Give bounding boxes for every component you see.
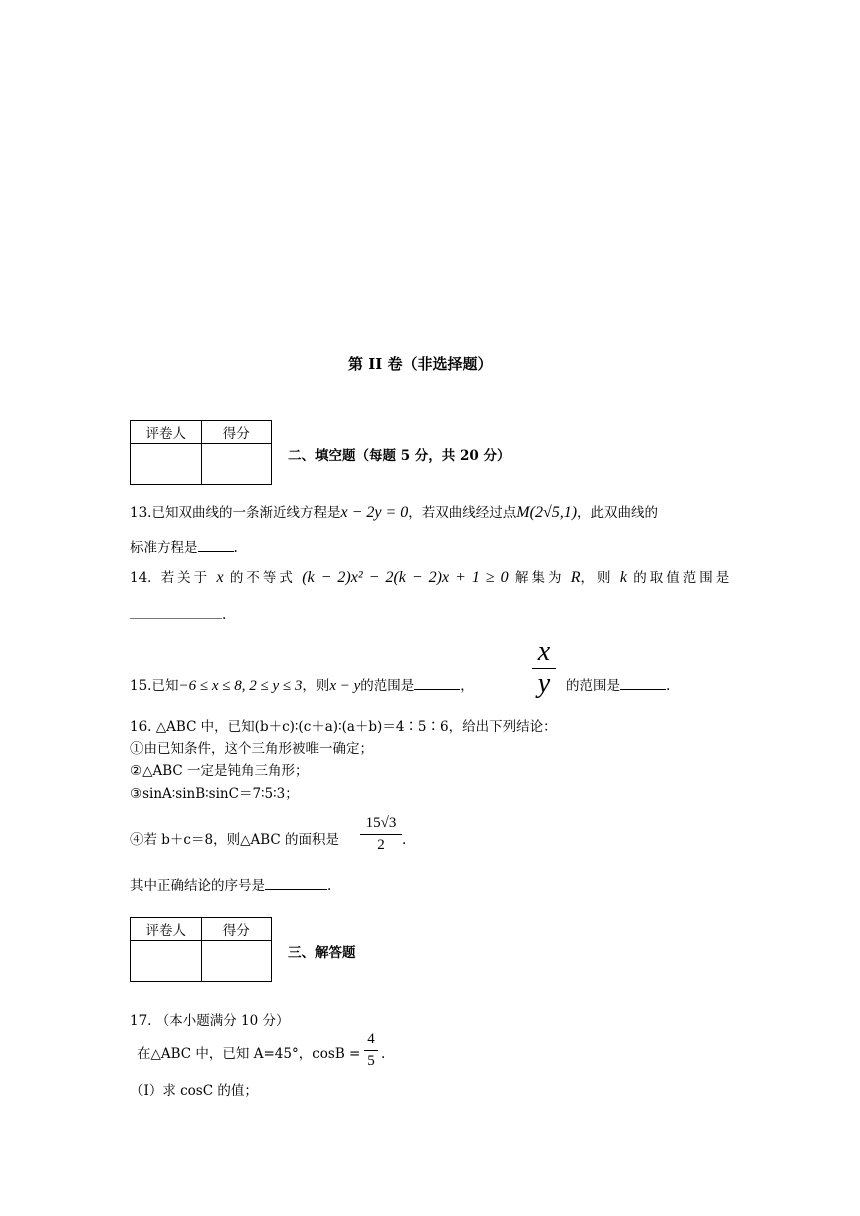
q15-fraction xyxy=(532,638,556,698)
reviewer-header-2: 评卷人 xyxy=(131,918,202,941)
q17-frac-den: 5 xyxy=(367,1053,375,1069)
q16-frac-num: 15√3 xyxy=(365,815,397,831)
question-16-line1: 16. △ABC 中，已知(b＋c)∶(c＋a)∶(a＋b)＝4∶5∶6，给出下列结论： xyxy=(130,719,557,735)
question-14-line1 xyxy=(130,568,732,588)
q17-given-text: 在△ABC 中，已知 A=45°，cosB = xyxy=(137,1046,361,1062)
q13-text-c: ，此双曲线的 xyxy=(577,505,659,521)
q15-end: . xyxy=(666,678,671,694)
q14-number: 14． xyxy=(130,570,161,586)
q13-end: . xyxy=(233,540,238,556)
q15-number: 15. xyxy=(130,678,152,694)
score-cell-2 xyxy=(201,941,272,982)
q15-text-a: 已知 xyxy=(151,678,179,694)
q15-separator: ， xyxy=(460,678,474,694)
reviewer-header: 评卷人 xyxy=(131,421,202,444)
section2-heading: 二、填空题（每题 5 分，共 20 分） xyxy=(288,448,511,464)
q16-option-2: ②△ABC 一定是钝角三角形； xyxy=(130,763,309,779)
q16-area-fraction xyxy=(360,815,402,854)
q14-end: . xyxy=(222,607,227,623)
q14-answer-blank[interactable] xyxy=(130,604,222,619)
q16-frac-den: 2 xyxy=(377,837,385,853)
q15-condition: −6 ≤ x ≤ 8, 2 ≤ y ≤ 3 xyxy=(178,678,303,694)
q16-option-4-text: ④若 b＋c＝8，则△ABC 的面积是 xyxy=(130,832,340,848)
q15-expression: x − y xyxy=(329,678,361,694)
q13-text-d: 标准方程是 xyxy=(130,540,198,556)
question-14-line2 xyxy=(130,604,226,625)
q15-text-b: ，则 xyxy=(302,678,330,694)
q14-text-a: 若关于 xyxy=(160,570,211,586)
question-15 xyxy=(130,675,474,696)
q15-frac-den: y xyxy=(537,668,551,699)
question-13-line1 xyxy=(130,503,658,523)
question-15-tail xyxy=(566,675,670,696)
reviewer-cell xyxy=(131,444,202,485)
q16-option-4-end: . xyxy=(402,832,407,848)
question-17-head: 17. （本小题满分 10 分） xyxy=(130,1013,290,1029)
q14-text-b: 的不等式 xyxy=(229,570,296,586)
q14-text-d: ，则 xyxy=(580,570,614,586)
score-header-2: 得分 xyxy=(201,918,272,941)
q15-answer-blank-2[interactable] xyxy=(620,675,666,690)
q13-text-b: ，若双曲线经过点 xyxy=(408,505,517,521)
q16-option-3: ③sinA∶sinB∶sinC＝7∶5∶3； xyxy=(130,786,299,802)
q15-text-d: 的范围是 xyxy=(566,678,620,694)
q16-frac-bar xyxy=(360,834,402,835)
q17-cosB-fraction xyxy=(364,1031,378,1070)
section-title: 第 II 卷（非选择题） xyxy=(348,355,493,373)
q13-answer-blank[interactable] xyxy=(198,537,234,552)
q14-inequality: (k − 2)x² − 2(k − 2)x + 1 ≥ 0 xyxy=(302,569,509,586)
q13-text-a: 已知双曲线的一条渐近线方程是 xyxy=(151,505,341,521)
score-header: 得分 xyxy=(201,421,272,444)
q17-given-end: . xyxy=(381,1046,386,1062)
q17-frac-bar xyxy=(364,1050,378,1051)
score-table-1 xyxy=(130,420,272,485)
question-13-line2 xyxy=(130,537,238,558)
q16-option-1: ①由已知条件，这个三角形被唯一确定； xyxy=(130,741,373,757)
q15-text-c: 的范围是 xyxy=(360,678,415,694)
q16-answer-blank[interactable] xyxy=(265,875,327,890)
score-cell xyxy=(201,444,272,485)
q15-answer-blank-1[interactable] xyxy=(414,675,460,690)
q16-ask-end: . xyxy=(327,878,332,894)
q17-frac-num: 4 xyxy=(367,1031,375,1047)
score-table-2 xyxy=(130,917,272,982)
q14-text-e: 的取值范围是 xyxy=(633,570,733,586)
q17-part-1: （I）求 cosC 的值； xyxy=(130,1083,258,1099)
q13-point: M(2√5,1) xyxy=(516,504,578,521)
q13-number: 13. xyxy=(130,505,152,521)
section3-heading: 三、解答题 xyxy=(288,945,356,961)
q16-ask xyxy=(130,875,331,896)
q14-text-c: 解集为 xyxy=(514,570,565,586)
question-17-given xyxy=(137,1044,360,1064)
reviewer-cell-2 xyxy=(131,941,202,982)
q14-var-x: x xyxy=(216,569,224,586)
q14-var-R: R xyxy=(570,569,581,586)
q16-ask-text: 其中正确结论的序号是 xyxy=(130,878,265,894)
q13-asymptote: x − 2y = 0 xyxy=(340,504,409,521)
q14-var-k: k xyxy=(619,569,627,586)
q15-frac-num: x xyxy=(537,636,551,667)
q16-option-4 xyxy=(130,830,339,850)
